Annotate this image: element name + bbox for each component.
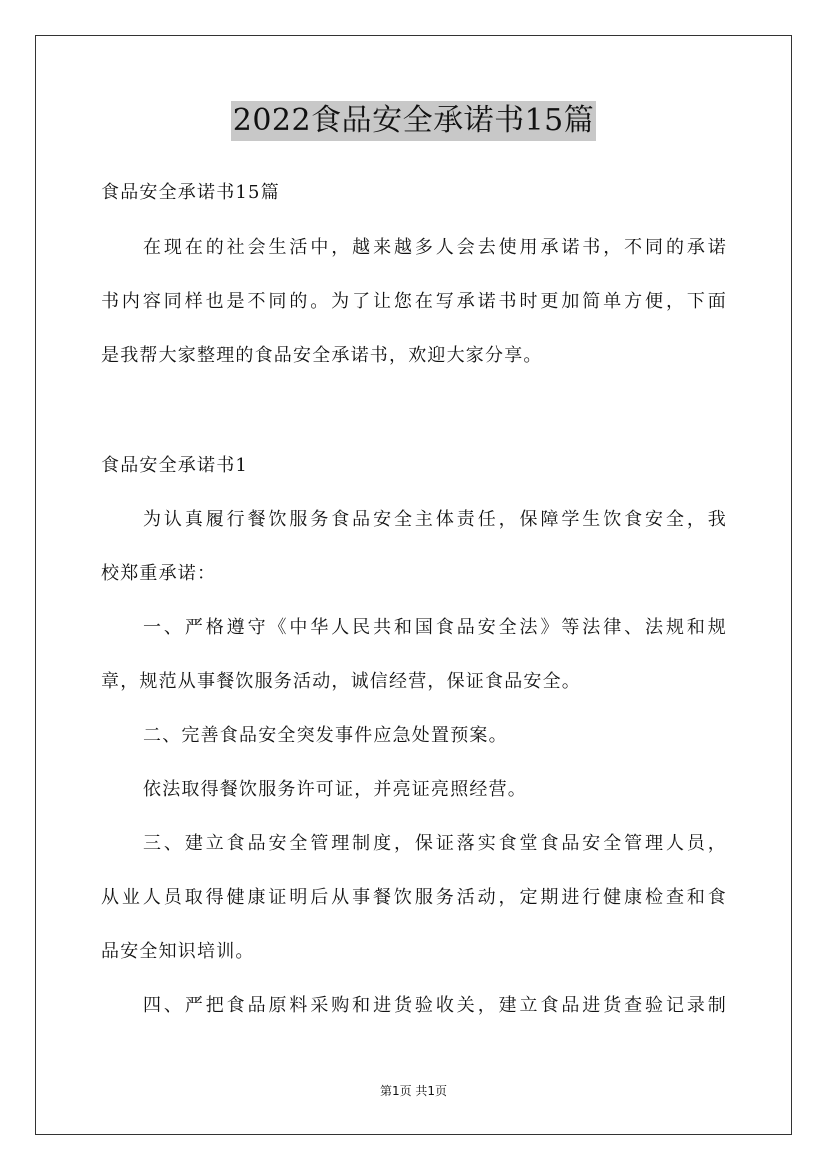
- paragraph-line: 为认真履行餐饮服务食品安全主体责任，保障学生饮食安全，我: [143, 509, 727, 530]
- paragraph-line: 在现在的社会生活中，越来越多人会去使用承诺书，不同的承诺: [143, 237, 727, 258]
- paragraph-line: 依法取得餐饮服务许可证，并亮证亮照经营。: [143, 779, 527, 800]
- paragraph-line: 从业人员取得健康证明后从事餐饮服务活动，定期进行健康检查和食: [101, 887, 727, 908]
- paragraph-line: 品安全知识培训。: [101, 941, 255, 962]
- paragraph-line: 书内容同样也是不同的。为了让您在写承诺书时更加简单方便，下面: [101, 291, 727, 312]
- section-heading: 食品安全承诺书15篇: [101, 182, 280, 203]
- paragraph-line: 章，规范从事餐饮服务活动，诚信经营，保证食品安全。: [101, 671, 581, 692]
- paragraph-line: 校郑重承诺：: [101, 563, 217, 584]
- paragraph-line: 一、严格遵守《中华人民共和国食品安全法》等法律、法规和规: [143, 617, 727, 638]
- document-title: 2022食品安全承诺书15篇: [231, 101, 597, 141]
- title-container: [0, 101, 827, 141]
- paragraph-line: 是我帮大家整理的食品安全承诺书，欢迎大家分享。: [101, 345, 543, 366]
- section-heading: 食品安全承诺书1: [101, 455, 249, 476]
- page-footer: 第1页 共1页: [379, 1084, 448, 1098]
- paragraph-line: 二、完善食品安全突发事件应急处置预案。: [143, 725, 508, 746]
- paragraph-line: 三、建立食品安全管理制度，保证落实食堂食品安全管理人员，: [143, 833, 727, 854]
- paragraph-line: 四、严把食品原料采购和进货验收关，建立食品进货查验记录制: [143, 995, 727, 1016]
